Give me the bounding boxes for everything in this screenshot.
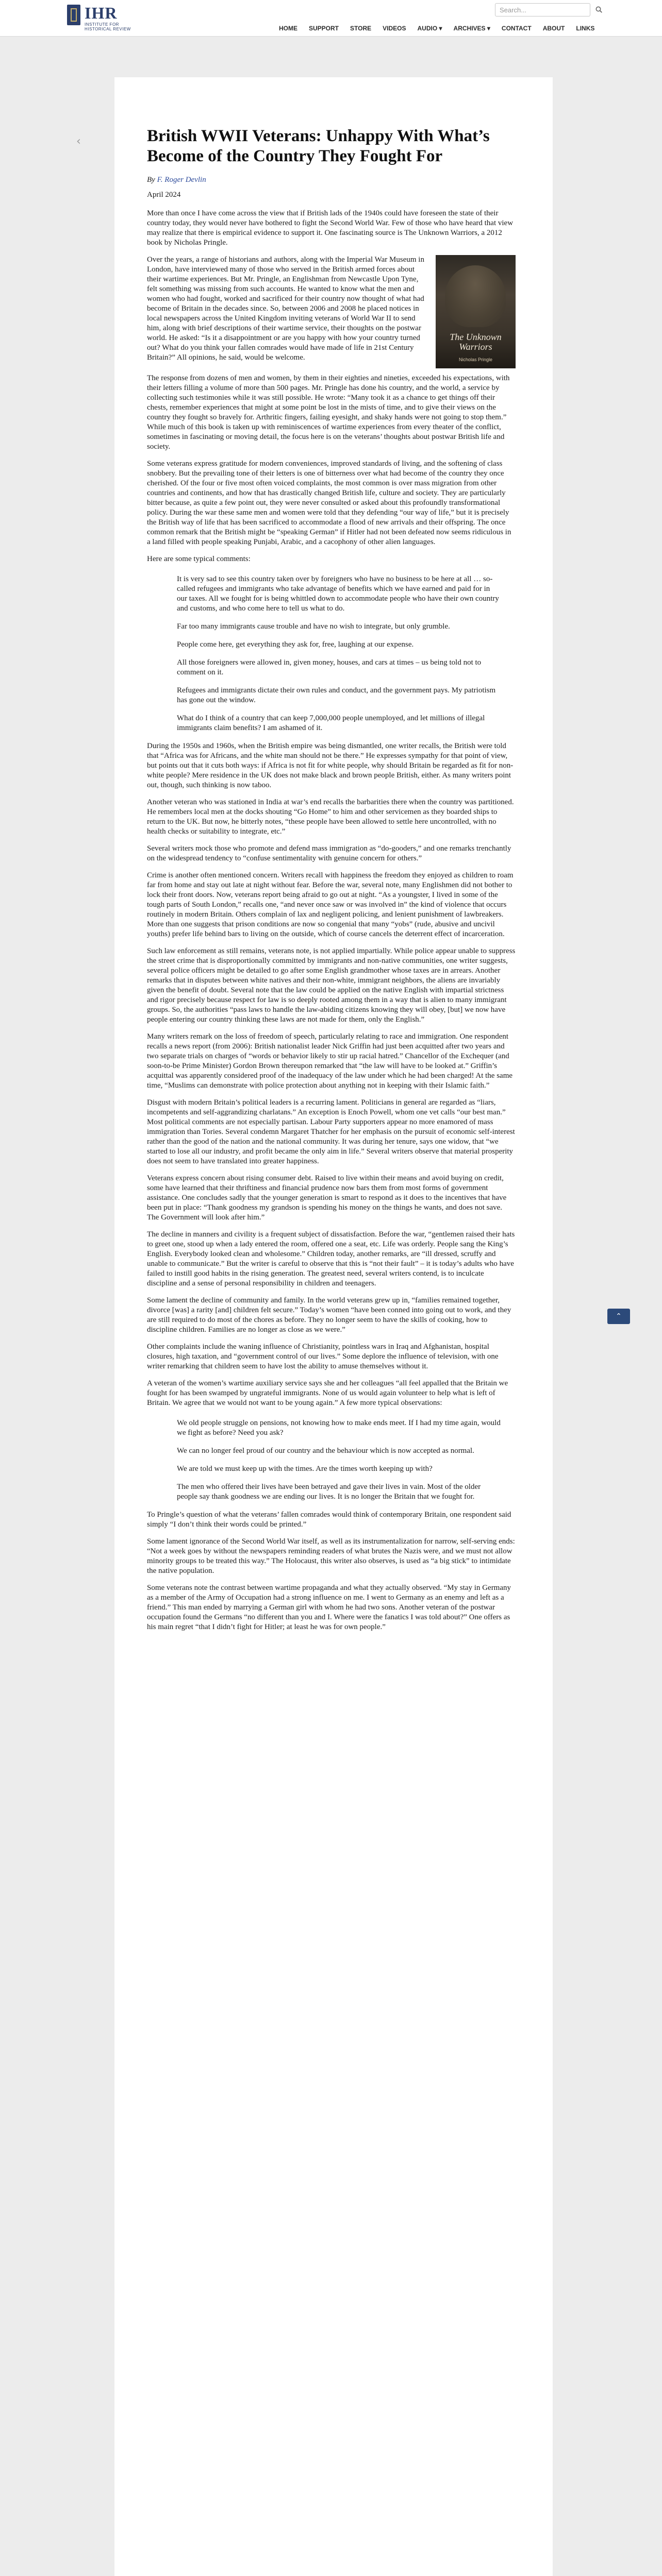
paragraph: Here are some typical comments: bbox=[147, 555, 251, 563]
quote: Far too many immigrants cause trouble and have no wish to integrate, but only grumble. bbox=[177, 622, 450, 631]
paragraph: A veteran of the women’s wartime auxiliary service says she and her colleagues “all feel appalled that the Britain we fought for has been swamped by ungrateful immigrants. None of us would again volunteer to help what is left of Britain. We agree that we would not want to be young again.” A few more typical observations: bbox=[147, 1379, 508, 1407]
search-icon bbox=[595, 6, 602, 13]
paragraph: Some lament the decline of community and family. In the world veterans grew up in, “families remained together, divorce [was] a rarity [and] children felt secure.” Today’s women “have been conned into going out to work, and they are still required to do most of the chores as before. They no longer seem to have the skills of cooking, how to discipline children. Families are no longer as close as we were.” bbox=[147, 1296, 511, 1334]
author-link[interactable]: F. Roger Devlin bbox=[157, 176, 206, 184]
back-chevron-icon[interactable]: ‹ bbox=[76, 135, 81, 148]
logo-text: IHR bbox=[85, 4, 118, 22]
article-date: April 2024 bbox=[147, 191, 181, 199]
book-cover-author: Nicholas Pringle bbox=[458, 357, 493, 362]
quote: We can no longer feel proud of our country and the behaviour which is now accepted as normal. bbox=[177, 1447, 474, 1455]
paragraph: Over the years, a range of historians and authors, along with the Imperial War Museum in London, have interviewed many of those who served in the British armed forces about their wartime experiences. But Mr. Pringle, an Englishman from Newcastle Upon Tyne, felt something was missing from such accounts. He wanted to know what the men and women who had fought, worked and sacrificed for their country now thought of what had become of Britain in the decades since. So, between 2006 and 2008 he placed notices in local newspapers across the United Kingdom inviting veterans of World War II to send him, along with brief descriptions of their wartime service, their thoughts on the postwar world. He asked: “Is it a disappointment or are you happy with how your country turned out? What do you think your fallen comrades would have made of life in 21st Century Britain?” All opinions, he said, would be welcome. bbox=[147, 256, 424, 362]
nav-home[interactable]: HOME bbox=[279, 25, 297, 32]
quote: People come here, get everything they ask for, free, laughing at our expense. bbox=[177, 640, 414, 649]
paragraph: The decline in manners and civility is a frequent subject of dissatisfaction. Before the war, “gentlemen raised their hats to greet one, stood up when a lady entered the room, offered one a seat, etc. Life was orderly. People sang the King’s English. Everybody looked clean and wholesome.” Children today, another remarks, are “ill dressed, scruffy and unable to communicate.” But the writer is careful to observe that this is “not their fault” – it is today’s adults who have failed to instill good habits in the rising generation. The greatest need, several writers contend, is to inculcate discipline and a sense of personal responsibility in children and teenagers. bbox=[147, 1230, 515, 1287]
paragraph: Several writers mock those who promote and defend mass immigration as “do-gooders,” and one remarks trenchantly on the widespread tendency to “confuse sentimentality with genuine concern for others.” bbox=[147, 844, 511, 862]
paragraph: Crime is another often mentioned concern. Writers recall with happiness the freedom they enjoyed as children to roam far from home and stay out late at night without fear. Before the war, several note, many Englishmen did not bother to lock their front doors. Now, veterans report being afraid to go out at night. “As a youngster, I lived in some of the tough parts of South London,” recalls one, “and never once saw or was involved in” the kind of violence that occurs routinely in modern Britain. Others complain of lax and negligent policing, and lenient punishment of lawbreakers. More than one suggests that prison conditions are now so congenial that many “yobs” (rude, abusive and uncivil youths) prefer life behind bars to living on the outside, which of course cancels the deterrent effect of incarceration. bbox=[147, 871, 514, 938]
logo-emblem-icon bbox=[67, 5, 80, 25]
scroll-to-top-button[interactable] bbox=[607, 1309, 630, 1324]
nav-contact[interactable]: CONTACT bbox=[501, 25, 532, 32]
quote-block bbox=[147, 1415, 516, 1502]
paragraph: Other complaints include the waning influence of Christianity, pointless wars in Iraq and Afghanistan, hospital closures, high taxation, and “government control of our lives.” Some deplore the influence of television, with one writer remarking that children seem to have lost the ability to amuse themselves without it. bbox=[147, 1343, 499, 1370]
paragraph: Some lament ignorance of the Second World War itself, as well as its instrumentalization for narrow, self-serving ends: “Not a week goes by without the newspapers reminding readers of what brutes the Nazis were, and we must not allow minority groups to be treated this way.” The Holocaust, this writer also observes, is used as “a big stick” to intimidate the native population. bbox=[147, 1537, 515, 1575]
nav-store[interactable]: STORE bbox=[350, 25, 372, 32]
paragraph: The response from dozens of men and women, by them in their eighties and nineties, exceeded his expectations, with their letters filling a volume of more than 500 pages. Mr. Pringle has done his country, and the world, a service by collecting such testimonies while it was still possible. He wrote: “Many took it as a chance to get things off their chests, remember experiences that might at some point be lost in the mists of time, and to give their views on the country they fought so bravely for. Arthritic fingers, failing eyesight, and shaky hands were not going to stop them.” While much of this book is taken up with reminiscences of wartime experiences from every theater of the conflict, sometimes in fascinating or moving detail, the focus here is on the veterans’ thoughts about postwar British life and society. bbox=[147, 374, 510, 451]
nav-archives[interactable]: ARCHIVES ▾ bbox=[453, 25, 490, 32]
search-input[interactable] bbox=[495, 3, 590, 16]
site-logo[interactable] bbox=[67, 5, 139, 31]
byline-prefix: By bbox=[147, 176, 157, 184]
nav-links[interactable]: LINKS bbox=[576, 25, 595, 32]
quote: All those foreigners were allowed in, given money, houses, and cars at times – us being told not to comment on it. bbox=[177, 658, 482, 676]
logo-subtitle: INSTITUTE FOR HISTORICAL REVIEW bbox=[85, 22, 131, 31]
chevron-up-icon: ⌃ bbox=[616, 1312, 622, 1320]
quote: What do I think of a country that can keep 7,000,000 people unemployed, and let millions of illegal immigrants claim benefits? I am ashamed of it. bbox=[177, 714, 485, 732]
paragraph: Some veterans express gratitude for modern conveniences, improved standards of living, and the softening of class snobbery. But the prevailing tone of their letters is one of bitterness over what had become of the country they once cherished. Of the four or five most often voiced complaints, the most common is over mass migration from other countries and continents, and how that has drastically changed British life, culture and society. They are particularly bitter because, as quite a few point out, they were never consulted or asked about this profoundly transformational policy. During the war these same men and women were told that they defending “our way of life,” but it is precisely the British way of life that has been sacrificed to accommodate a flood of new arrivals and their offspring. The once common remark that the British might be “speaking German” if Hitler had not been defeated now seems ridiculous in a land filled with people speaking Punjabi, Arabic, and a cacophony of other alien languages. bbox=[147, 460, 511, 546]
quote: We old people struggle on pensions, not knowing how to make ends meet. If I had my time again, would we fight as before? Need you ask? bbox=[177, 1419, 501, 1437]
main-nav bbox=[273, 25, 600, 32]
article-title: British WWII Veterans: Unhappy With What’s Become of the Country They Fought For bbox=[147, 127, 490, 165]
intro-paragraph: More than once I have come across the view that if British lads of the 1940s could have foreseen the state of their country today, they would never have bothered to fight the Second World War. Few of those who have heard that view may realize that there is empirical evidence to support it. One fascinating source is The Unknown Warriors, a 2012 book by Nicholas Pringle. bbox=[147, 209, 514, 247]
nav-support[interactable]: SUPPORT bbox=[309, 25, 339, 32]
paragraph: Another veteran who was stationed in India at war’s end recalls the barbarities there when the country was partitioned. He remembers local men at the docks shouting “Go Home” to him and other servicemen as they boarded ships to return to the UK. But now, he bitterly notes, “these people have been allowed to settle here uncontrolled, with no health checks or suitability to integrate, etc.” bbox=[147, 798, 514, 836]
soldier-silhouette bbox=[445, 265, 506, 327]
site-header bbox=[0, 0, 662, 37]
quote: Refugees and immigrants dictate their own rules and conduct, and the government pays. My patriotism has gone out the window. bbox=[177, 686, 496, 704]
paragraph: Disgust with modern Britain’s political leaders is a recurring lament. Politicians in general are regarded as “liars, incompetents and self-aggrandizing charlatans.” An exception is Enoch Powell, whom one vet calls “our best man.” Most political comments are not especially partisan. Labour Party supporters appear no more enamored of mass immigration than Tories. Several condemn Margaret Thatcher for her emphasis on the pursuit of economic self-interest rather than the good of the nation and the national community. It was during her tenure, says one widow, that “we started to lose all our industry, and profit became the only aim in life.” Several writers observe that material prosperity does not seem to have translated into greater happiness. bbox=[147, 1098, 515, 1165]
nav-audio[interactable]: AUDIO ▾ bbox=[417, 25, 442, 32]
quote: We are told we must keep up with the times. Are the times worth keeping up with? bbox=[177, 1465, 433, 1473]
quote: It is very sad to see this country taken over by foreigners who have no business to be here at all … so-called refugees and immigrants who take advantage of benefits which we have earned and paid for in our taxes. All we fought for is being whittled down to accommodate people who have their own country and customs, and who come here to tell us what to do. bbox=[177, 575, 499, 613]
paragraph: Veterans express concern about rising consumer debt. Raised to live within their means and avoid buying on credit, some have learned that their thriftiness and financial prudence now bars them from most forms of government assistance. One concludes sadly that the younger generation is smart to respond as it does to the incentives that have been put in place: “Thank goodness my grandson is spending his money on the things he wants, and does not save. The Government will look after him.” bbox=[147, 1174, 507, 1222]
quote: The men who offered their lives have been betrayed and gave their lives in vain. Most of the older people say thank goodness we are ending our lives. It is no longer the Britain that we fought for. bbox=[177, 1483, 481, 1501]
search-button[interactable] bbox=[593, 3, 604, 16]
article bbox=[147, 126, 516, 1639]
nav-videos[interactable]: VIDEOS bbox=[383, 25, 406, 32]
paragraph: Many writers remark on the loss of freedom of speech, particularly relating to race and immigration. One respondent recalls a news report (from 2006): British nationalist leader Nick Griffin had just been acquitted after two years and two separate trials on charges of “words or behavior likely to stir up racial hatred.” Chancellor of the Exchequer (and soon-to-be Prime Minister) Gordon Brown thereupon remarked that “the law will have to be looked at.” Griffin’s acquittal was apparently considered proof of the inadequacy of the law under which he had been charged! At the same time, “Muslims can demonstrate with police protection about anything not in keeping with their Islamic faith.” bbox=[147, 1032, 513, 1090]
paragraph: To Pringle’s question of what the veterans’ fallen comrades would think of contemporary Britain, one respondent said simply “I don’t think their words could be printed.” bbox=[147, 1511, 511, 1529]
paragraph: Some veterans note the contrast between wartime propaganda and what they actually observed. “My stay in Germany as a member of the Army of Occupation had a strong influence on me. I went to Germany as an enemy and left as a friend.” This man ended by marrying a German girl with whom he had two sons. Another veteran of the postwar occupation found the Germans “no different than you and I. Where were the fanatics I was told about?” One offers as his main regret “that I didn’t fight for Hitler; at least he was for own people.” bbox=[147, 1584, 511, 1631]
quote-block bbox=[147, 571, 516, 733]
byline bbox=[147, 176, 516, 184]
paragraph: During the 1950s and 1960s, when the British empire was being dismantled, one writer recalls, the British were told that “Africa was for Africans, and the white man should not be there.” He expresses sympathy for that point of view, but points out that it cuts both ways: if Africa is not fit for white people, why should Britain be regarded as fit for non-white people? Mere residence in the UK does not make black and brown people British, either. As many writers point out, though, such thinking is now taboo. bbox=[147, 742, 514, 789]
nav-about[interactable]: ABOUT bbox=[542, 25, 565, 32]
paragraph: Such law enforcement as still remains, veterans note, is not applied impartially. While police appear unable to suppress the street crime that is disproportionally committed by immigrants and non-native communities, one writer suggests, several police officers might be detailed to go after some English grandmother whose taxes are in arrears. Another remarks that in disputes between white natives and their non-white, immigrant neighbors, the aliens are invariably given the benefit of doubt. Several note that the law could be applied on the native English with impartial strictness and rigor precisely because respect for law is so deeply rooted among them in a way that is alien to many immigrant groups. So, the authorities “pass laws to handle the law-abiding citizens knowing they will obey, [but] we now have people entering our country thinking these laws are not made for them, only the English.” bbox=[147, 947, 516, 1024]
book-cover-title: The Unknown Warriors bbox=[450, 332, 502, 352]
book-cover-image bbox=[436, 255, 516, 368]
